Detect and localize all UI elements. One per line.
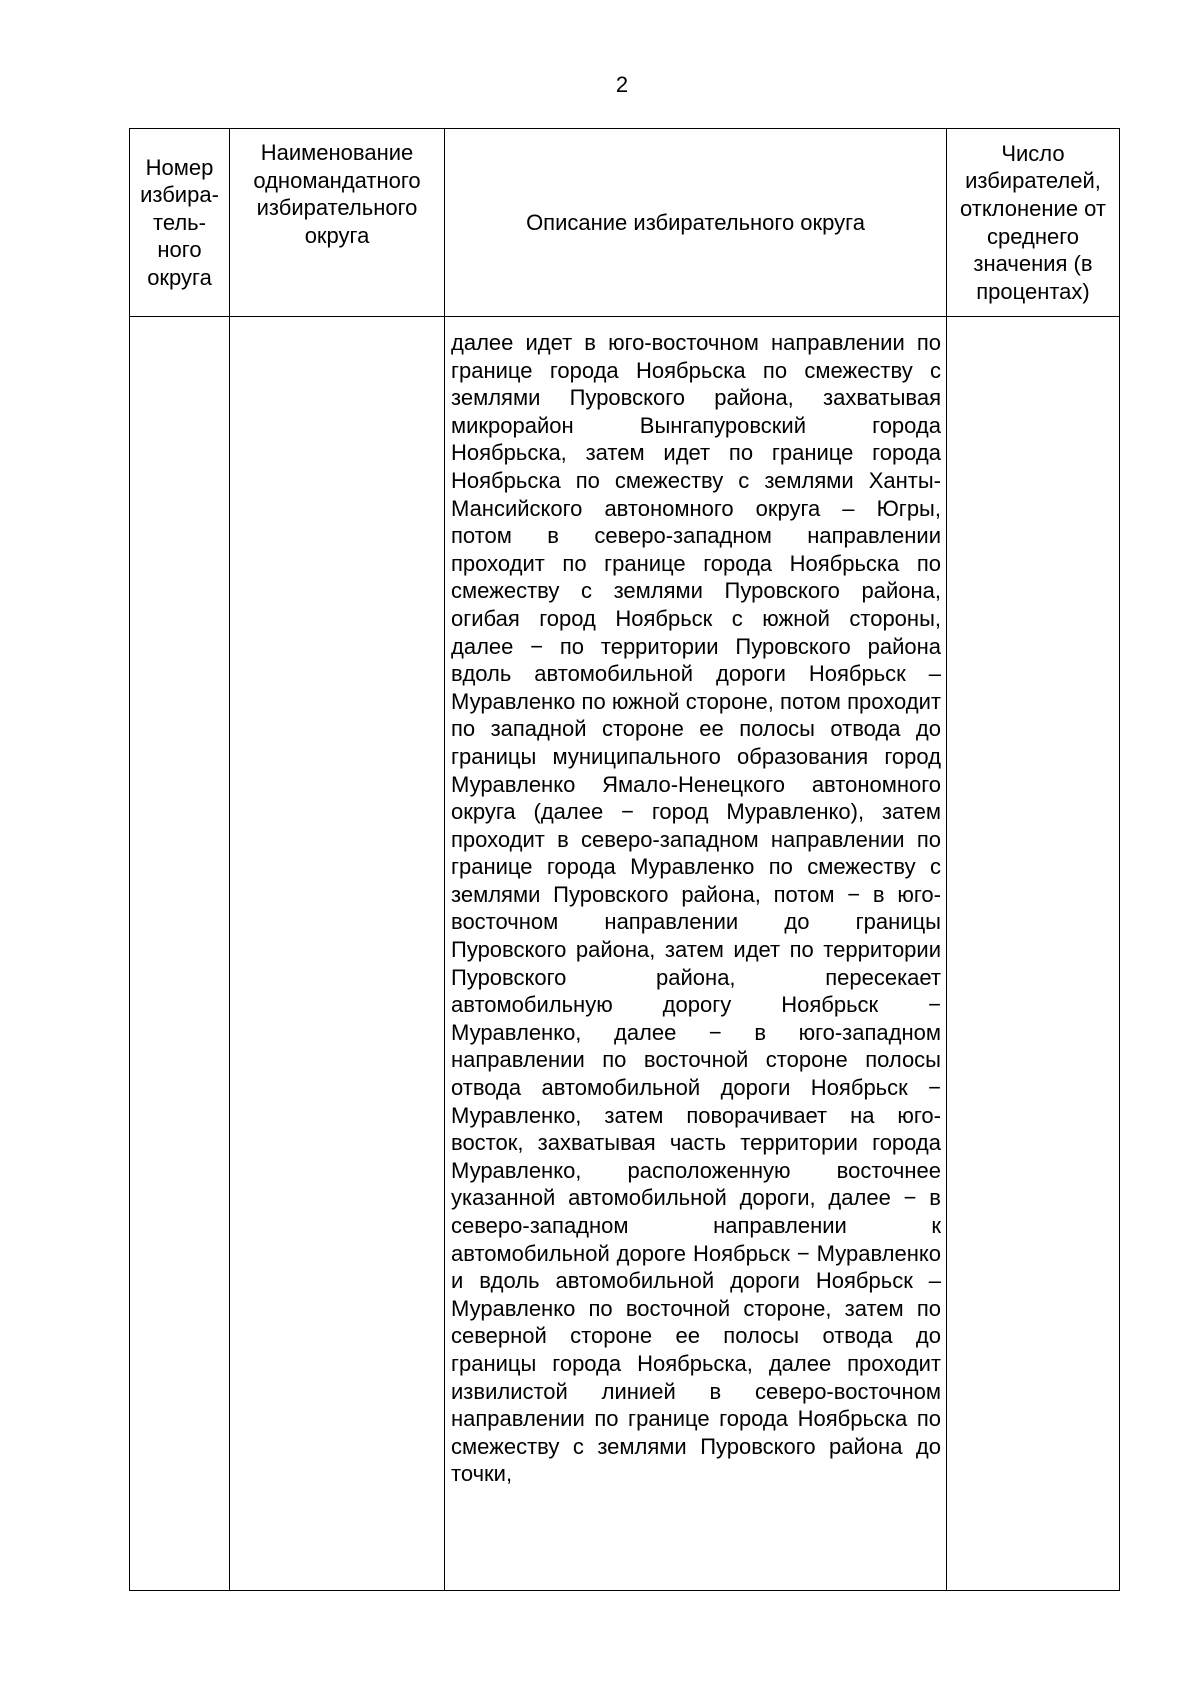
header-voters-label: Число избирателей, отклонение от среднего значения (в процентах) [959,140,1107,304]
cell-district-number [130,317,230,1591]
header-district-number [130,129,230,317]
page-number: 2 [615,72,629,97]
header-description [445,129,947,317]
cell-description [445,317,947,1591]
header-district-name-label: Наименование одномандатного избирательного округа [253,140,421,248]
districts-table [129,128,1120,1591]
table-row [130,317,1120,1591]
header-district-name [230,129,445,317]
header-description-label: Описание избирательного округа [526,209,865,235]
cell-district-name [230,317,445,1591]
header-district-number-label: Номер избира-тель-ного округа [140,154,219,290]
district-description-text: далее идет в юго-восточном направлении по границе города Ноябрьска по смежеству с землями Пуровского района, захватывая микрорайон Вынгапуровский города Ноябрьска, затем идет по границе города Ноябрьска по смежеству с землями Ханты-Мансийского автономного округа – Югры, потом в северо-западном направлении проходит по границе города Ноябрьска по смежеству с землями Пуровского района, огибая город Ноябрьск с южной стороны, далее − по территории Пуровского района вдоль автомобильной дороги Ноябрьск – Муравленко по южной стороне, потом проходит по западной стороне ее полосы отвода до границы муниципального образования город Муравленко Ямало-Ненецкого автономного округа (далее − город Муравленко), затем проходит в северо-западном направлении по границе города Муравленко по смежеству с землями Пуровского района, потом − в юго-восточном направлении до границы Пуровского района, затем идет по территории Пуровского района, пересекает автомобильную дорогу Ноябрьск − Муравленко, далее − в юго-западном направлении по восточной стороне полосы отвода автомобильной дороги Ноябрьск − Муравленко, затем поворачивает на юго-восток, захватывая часть территории города Муравленко, расположенную восточнее указанной автомобильной дороги, далее − в северо-западном направлении к автомобильной дороге Ноябрьск − Муравленко и вдоль автомобильной дороги Ноябрьск – Муравленко по восточной стороне, затем по северной стороне ее полосы отвода до границы города Ноябрьска, далее проходит извилистой линией в северо-восточном направлении по границе города Ноябрьска по смежеству с землями Пуровского района до точки, [451,330,941,1487]
header-voters [947,129,1120,317]
cell-voters [947,317,1120,1591]
table-header-row [130,129,1120,317]
